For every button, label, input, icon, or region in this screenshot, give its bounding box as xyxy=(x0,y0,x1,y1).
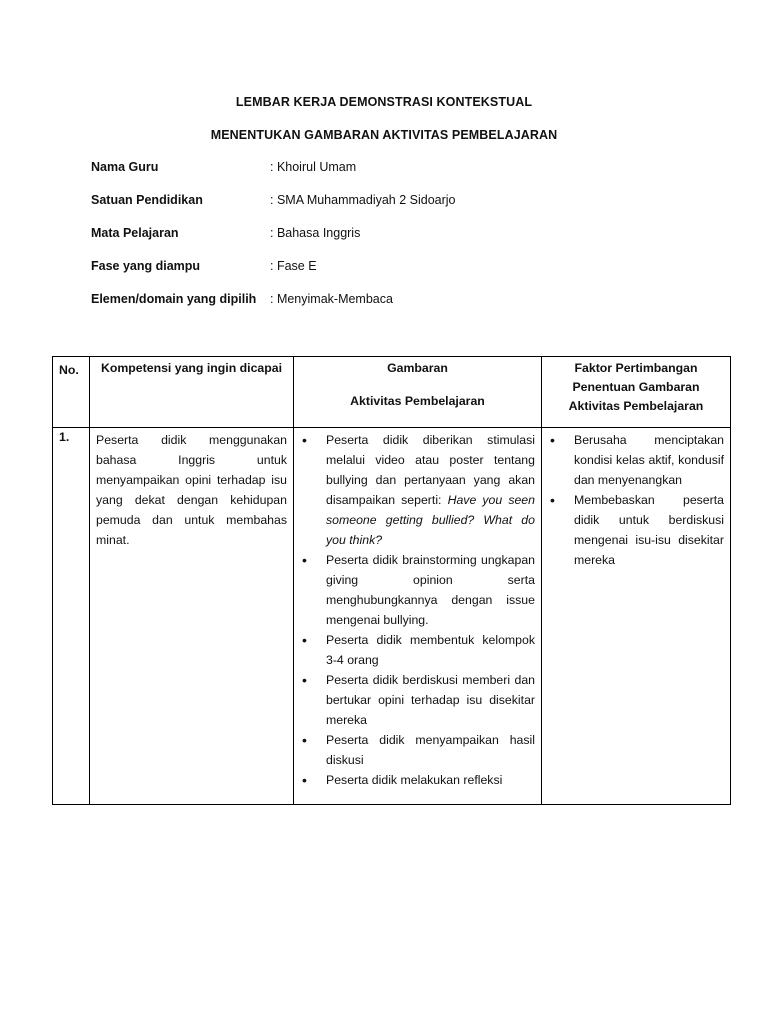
faktor-cell xyxy=(542,428,731,805)
header-gambaran-line1: Gambaran xyxy=(387,361,448,375)
info-label: Nama Guru xyxy=(91,160,159,174)
list-item: • Peserta didik berdiskusi memberi dan bertukar opini terhadap isu disekitar mereka xyxy=(300,670,535,730)
gambaran-cell xyxy=(294,428,542,805)
info-label: Elemen/domain yang dipilih xyxy=(91,292,257,306)
header-faktor-line2: Penentuan Gambaran xyxy=(572,380,700,394)
info-label: Satuan Pendidikan xyxy=(91,193,203,207)
kompetensi-text: Peserta didik menggunakan bahasa Inggris untuk menyampaikan opini terhadap isu yang dekat dengan kehidupan pemuda dan untuk membahas minat. xyxy=(96,433,287,547)
header-faktor-line3: Aktivitas Pembelajaran xyxy=(568,399,704,413)
header-faktor-line1: Faktor Pertimbangan xyxy=(574,361,698,375)
header-kompetensi: Kompetensi yang ingin dicapai xyxy=(90,357,294,428)
info-value: : Bahasa Inggris xyxy=(270,226,361,240)
list-item: • Berusaha menciptakan kondisi kelas aktif, kondusif dan menyenangkan xyxy=(548,430,724,490)
list-item: • Peserta didik membentuk kelompok 3-4 orang xyxy=(300,630,535,670)
header-no: No. xyxy=(53,357,90,428)
info-row-fase xyxy=(91,259,317,273)
info-value: : Menyimak-Membaca xyxy=(270,292,393,306)
header-gambaran xyxy=(294,357,542,428)
table-row xyxy=(53,428,731,805)
list-item: • Peserta didik menyampaikan hasil diskusi xyxy=(300,730,535,770)
kompetensi-cell xyxy=(90,428,294,805)
list-item: • Peserta didik diberikan stimulasi melalui video atau poster tentang bullying dan pertanyaan yang akan disampaikan seperti: Have you seen someone getting bullied? What do you think? xyxy=(300,430,535,550)
document-subtitle: MENENTUKAN GAMBARAN AKTIVITAS PEMBELAJARAN xyxy=(210,128,558,142)
table-header-row xyxy=(53,357,731,428)
list-item: • Peserta didik melakukan refleksi xyxy=(300,770,535,790)
gambaran-list xyxy=(300,430,535,790)
info-value: : Khoirul Umam xyxy=(270,160,357,174)
activity-table xyxy=(52,356,731,805)
info-value: : SMA Muhammadiyah 2 Sidoarjo xyxy=(270,193,456,207)
header-gambaran-line2: Aktivitas Pembelajaran xyxy=(350,394,485,408)
info-row-nama-guru xyxy=(91,160,356,174)
faktor-list xyxy=(548,430,724,570)
list-item: • Peserta didik brainstorming ungkapan giving opinion serta menghubungkannya dengan issue mengenai bullying. xyxy=(300,550,535,630)
list-item: • Membebaskan peserta didik untuk berdiskusi mengenai isu-isu disekitar mereka xyxy=(548,490,724,570)
info-row-elemen-domain xyxy=(91,292,393,306)
info-row-mata-pelajaran xyxy=(91,226,360,240)
row-number: 1. xyxy=(53,428,90,805)
header-faktor xyxy=(542,357,731,428)
info-label: Fase yang diampu xyxy=(91,259,201,273)
info-label: Mata Pelajaran xyxy=(91,226,179,240)
info-row-satuan-pendidikan xyxy=(91,193,456,207)
document-title: LEMBAR KERJA DEMONSTRASI KONTEKSTUAL xyxy=(235,95,533,109)
info-value: : Fase E xyxy=(270,259,317,273)
